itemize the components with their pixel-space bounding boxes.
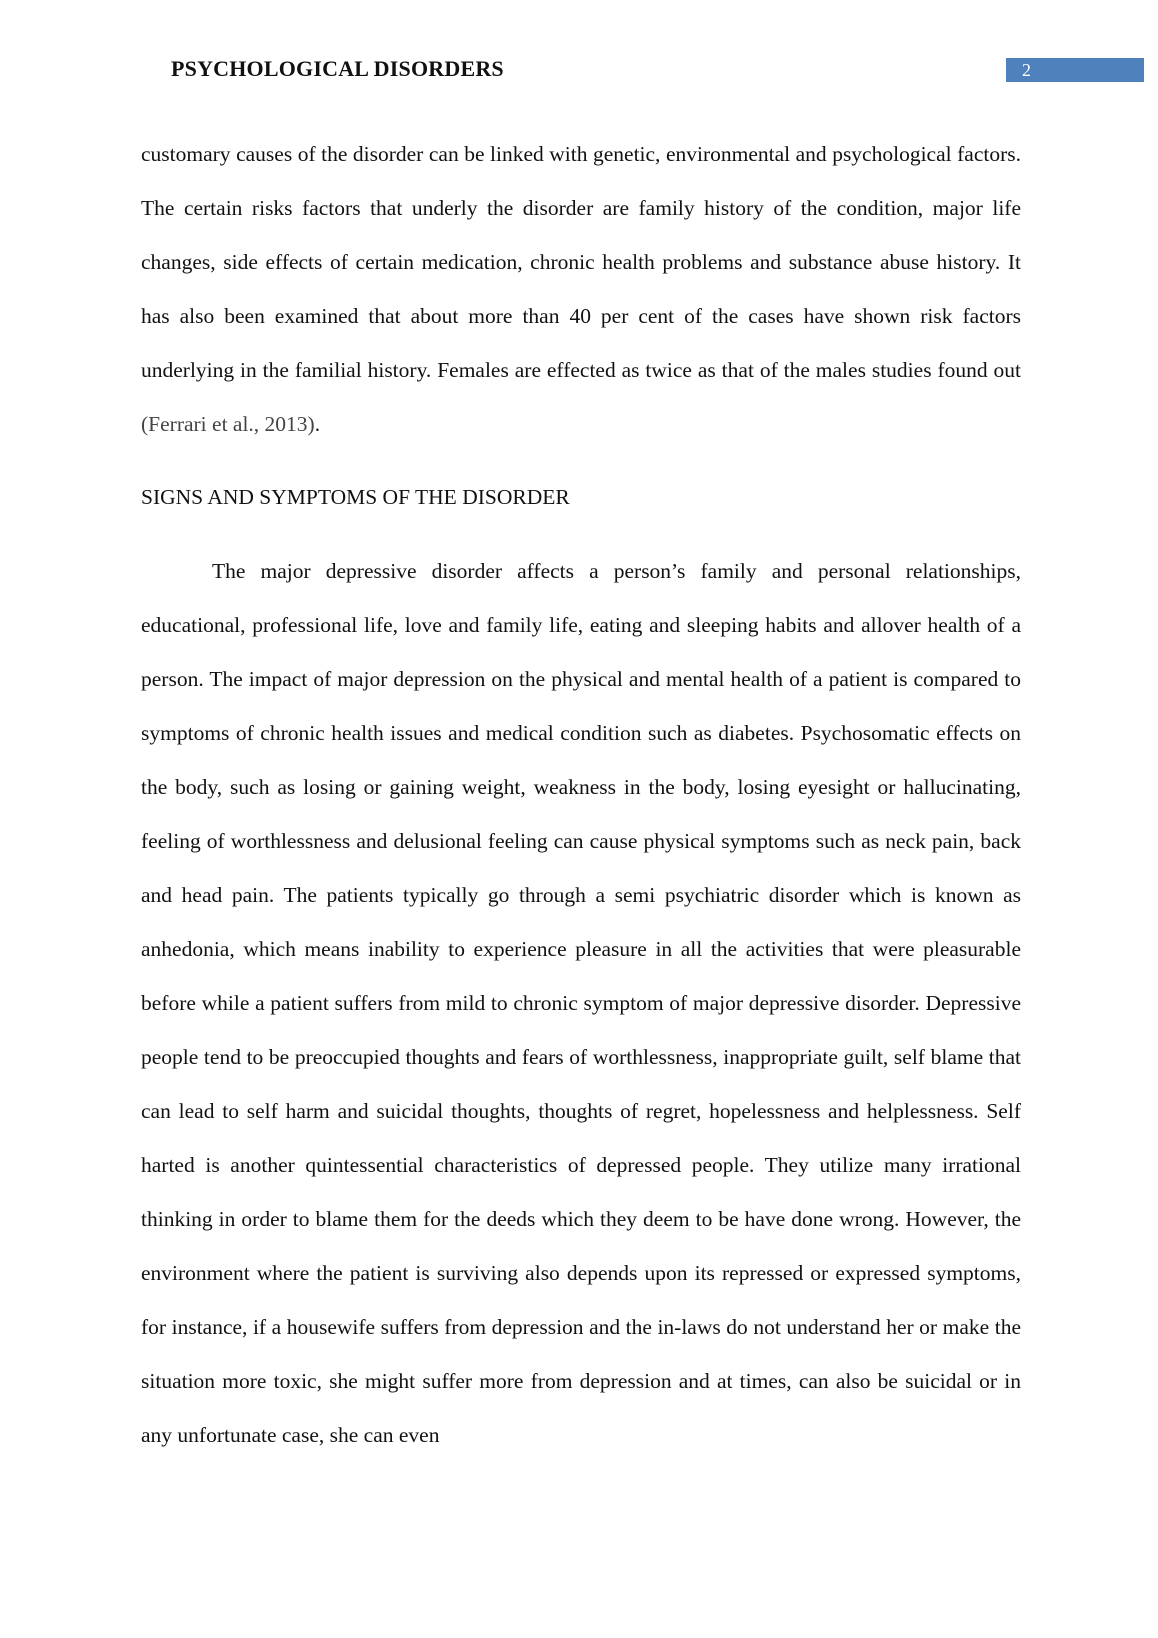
citation-ferrari-2013: (Ferrari et al., 2013)	[141, 412, 315, 436]
paragraph-causes	[141, 127, 1021, 451]
paragraph-causes-text: customary causes of the disorder can be linked with genetic, environmental and psychological factors. The certain risks factors that underly the disorder are family history of the condition, major life changes, side effects of certain medication, chronic health problems and substance abuse history. It has also been examined that about more than 40 per cent of the cases have shown risk factors underlying in the familial history. Females are effected as twice as that of the males studies found out	[141, 142, 1021, 382]
running-header-title: PSYCHOLOGICAL DISORDERS	[171, 56, 504, 81]
section-heading-signs-symptoms: SIGNS AND SYMPTOMS OF THE DISORDER	[141, 485, 570, 509]
page-number: 2	[1006, 58, 1144, 82]
paragraph-causes-end: .	[314, 412, 321, 436]
paragraph-signs-symptoms: The major depressive disorder affects a person’s family and personal relationships, educational, professional life, love and family life, eating and sleeping habits and allover health of a person. The impact of major depression on the physical and mental health of a patient is compared to symptoms of chronic health issues and medical condition such as diabetes. Psychosomatic effects on the body, such as losing or gaining weight, weakness in the body, losing eyesight or hallucinating, feeling of worthlessness and delusional feeling can cause physical symptoms such as neck pain, back and head pain. The patients typically go through a semi psychiatric disorder which is known as anhedonia, which means inability to experience pleasure in all the activities that were pleasurable before while a patient suffers from mild to chronic symptom of major depressive disorder. Depressive people tend to be preoccupied thoughts and fears of worthlessness, inappropriate guilt, self blame that can lead to self harm and suicidal thoughts, thoughts of regret, hopelessness and helplessness. Self harted is another quintessential characteristics of depressed people. They utilize many irrational thinking in order to blame them for the deeds which they deem to be have done wrong. However, the environment where the patient is surviving also depends upon its repressed or expressed symptoms, for instance, if a housewife suffers from depression and the in-laws do not understand her or make the situation more toxic, she might suffer more from depression and at times, can also be suicidal or in any unfortunate case, she can even	[141, 559, 1021, 1447]
